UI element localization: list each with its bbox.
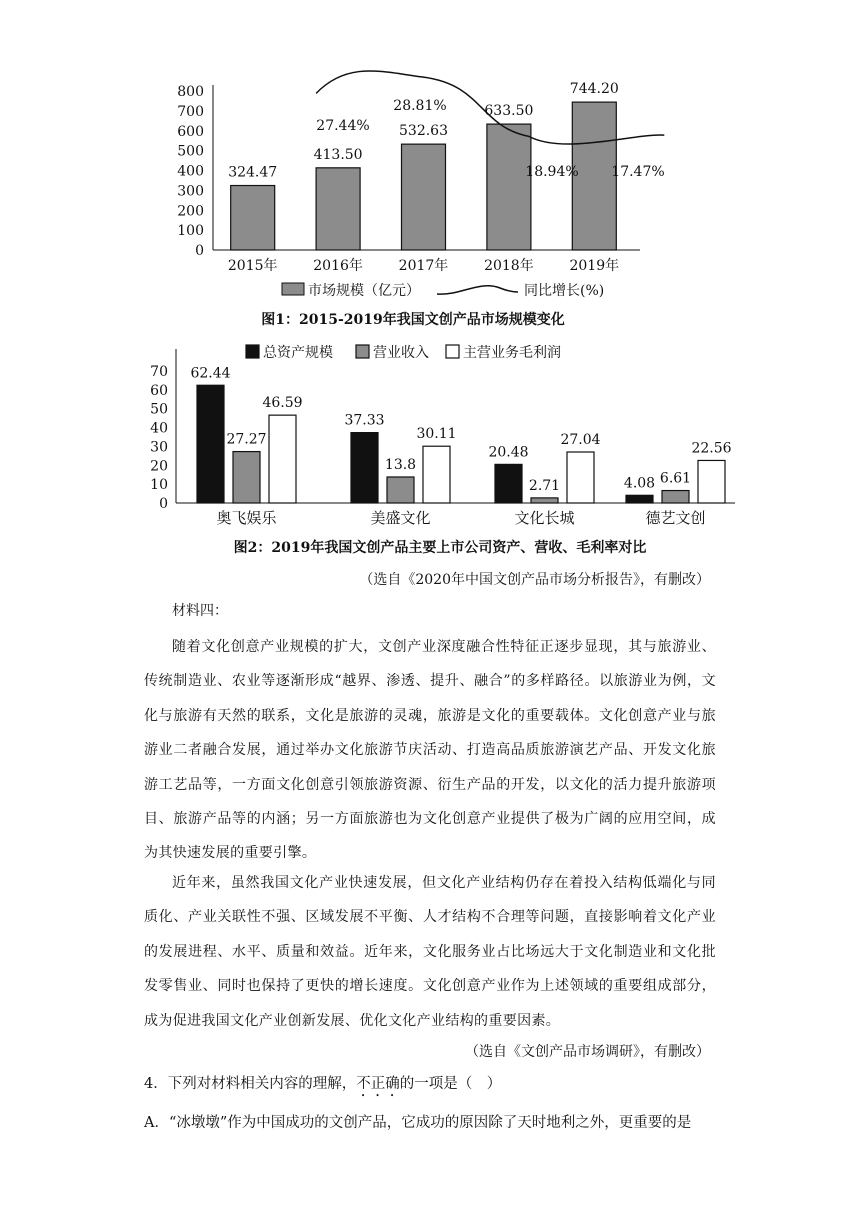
chart-1-legend-swatch-bar	[282, 283, 304, 295]
chart-2-bar	[495, 464, 522, 503]
chart-1-y-tick: 500	[177, 143, 204, 160]
chart-2-x-tick: 文化长城	[514, 509, 575, 527]
chart-2-bar-label: 46.59	[262, 395, 303, 412]
chart-2-legend-label: 主营业务毛利润	[463, 345, 561, 361]
material-heading: 材料四：	[172, 603, 228, 619]
chart-2-x-tick: 美盛文化	[370, 509, 431, 527]
chart-2-legend-swatch	[246, 345, 259, 358]
chart-2-legend-label: 总资产规模	[263, 345, 333, 361]
chart-2-title: 图2：2019年我国文创产品主要上市公司资产、营收、毛利率对比	[233, 540, 647, 556]
chart-2-y-tick: 20	[150, 458, 168, 475]
chart-1-growth-label: 27.44%	[316, 118, 370, 134]
paragraph-1: 随着文化创意产业规模的扩大，文创产业深度融合性特征正逐步显现，其与旅游业、传统制造业、农业等逐渐形成“越界、渗透、提升、融合”的多样路径。以旅游业为例，文化与旅游有天然的联系，文化是旅游的灵魂，旅游是文化的重要载体。文化创意产业与旅游业二者融合发展，通过举办文化旅游节庆活动、打造高品质旅游演艺产品、开发文化旅游工艺品等，一方面文化创意引领旅游资源、衍生产品的开发，以文化的活力提升旅游项目、旅游产品等的内涵；另一方面旅游也为文化创意产业提供了极为广阔的应用空间，成为其快速发展的重要引擎。	[144, 639, 716, 862]
question-emphasis: 不正确	[356, 1076, 400, 1092]
paragraph-2: 近年来，虽然我国文化产业快速发展，但文化产业结构仍存在着投入结构低端化与同质化、产业关联性不强、区域发展不平衡、人才结构不合理等问题，直接影响着文化产业的发展进程、水平、质量和效益。近年来，文化服务业占比场远大于文化制造业和文化批发零售业、同时也保持了更快的增长速度。文化创意产业作为上述领域的重要组成部分，成为促进我国文化产业创新发展、优化文化产业结构的重要因素。	[144, 875, 716, 1029]
chart-1-y-tick: 400	[177, 163, 204, 180]
chart-1-y-tick: 600	[177, 123, 204, 140]
chart-2-bar-label: 62.44	[190, 365, 231, 382]
chart-1-y-tick: 300	[177, 183, 204, 200]
chart-1-x-tick: 2018年	[484, 258, 534, 274]
chart-2-bar	[351, 433, 378, 503]
question-suffix: 的一项是（ ）	[399, 1076, 502, 1092]
chart-1-legend-label-line: 同比增长(%)	[524, 283, 605, 299]
chart-1-bar	[487, 124, 531, 250]
question-prefix: 4．下列对材料相关内容的理解，	[144, 1076, 357, 1092]
chart-2-legend-label: 营业收入	[373, 345, 429, 361]
chart-2-legend-swatch	[356, 345, 369, 358]
chart-2-bar-label: 20.48	[488, 444, 529, 461]
chart-2-bar-label: 4.08	[623, 475, 656, 492]
chart-1-bar-label: 744.20	[569, 81, 619, 98]
source-citation-1: （选自《2020年中国文创产品市场分析报告》，有删改）	[359, 572, 710, 588]
chart-2-y-tick: 50	[150, 401, 168, 418]
chart-2-bar-label: 30.11	[416, 426, 457, 443]
chart-2-bar	[662, 491, 689, 503]
chart-2-y-tick: 0	[159, 496, 168, 512]
chart-1-y-tick: 100	[177, 223, 204, 240]
question-4	[144, 1072, 501, 1100]
chart-2-bar	[698, 460, 725, 503]
chart-2-legend-swatch	[446, 345, 459, 358]
chart-1-bar-label: 324.47	[228, 164, 278, 181]
chart-2-bar-label: 27.04	[560, 432, 601, 449]
chart-1-bar	[231, 186, 275, 250]
chart-1-y-tick: 0	[195, 243, 204, 259]
chart-2-y-tick: 40	[150, 420, 168, 437]
chart-2-bar	[197, 385, 224, 503]
chart-2-bar-label: 13.8	[384, 456, 417, 473]
chart-2-y-tick: 10	[150, 477, 168, 494]
chart-2-bar-label: 2.71	[528, 477, 561, 494]
chart-1-x-tick: 2016年	[313, 258, 363, 274]
chart-1-bar	[402, 144, 446, 250]
chart-1-y-tick: 700	[177, 103, 204, 120]
chart-2-bar	[423, 446, 450, 503]
chart-2-x-tick: 德艺文创	[645, 509, 706, 527]
chart-1-growth-label: 17.47%	[611, 164, 665, 180]
chart-1-x-tick: 2019年	[569, 258, 620, 274]
chart-1-y-tick: 800	[177, 84, 204, 100]
chart-2-y-tick: 60	[150, 382, 168, 399]
chart-1-title: 图1：2015-2019年我国文创产品市场规模变化	[261, 312, 565, 328]
chart-2-bar	[567, 452, 594, 503]
option-a[interactable]: A．“冰墩墩”作为中国成功的文创产品，它成功的原因除了天时地利之外，更重要的是	[144, 1115, 692, 1131]
chart-2-y-tick: 30	[150, 439, 168, 456]
chart-1-y-tick: 200	[177, 203, 204, 220]
chart-1	[0, 0, 860, 340]
chart-2-bar-label: 27.27	[226, 431, 267, 448]
chart-2-x-tick: 奥飞娱乐	[216, 509, 277, 527]
chart-1-bar-label: 413.50	[313, 146, 363, 163]
chart-2-bar-label: 37.33	[344, 412, 385, 429]
chart-1-legend-swatch-line	[437, 286, 518, 294]
chart-1-growth-label: 28.81%	[393, 98, 447, 114]
chart-1-bar	[572, 102, 616, 250]
chart-1-bar-label: 633.50	[484, 103, 534, 120]
source-citation-2: （选自《文创产品市场调研》，有删改）	[465, 1044, 710, 1060]
chart-1-x-tick: 2015年	[227, 258, 278, 274]
chart-1-bar-label: 532.63	[399, 123, 448, 140]
chart-2-bar	[626, 495, 653, 503]
chart-2-bar-label: 22.56	[691, 440, 732, 457]
chart-2-bar	[531, 498, 558, 503]
chart-2-y-tick: 70	[150, 364, 168, 380]
chart-1-x-tick: 2017年	[398, 258, 449, 274]
chart-2-bar-label: 6.61	[659, 470, 692, 487]
chart-1-legend-label-bar: 市场规模（亿元）	[308, 283, 420, 299]
chart-1-growth-label: 18.94%	[525, 164, 579, 180]
chart-2-bar	[387, 477, 414, 503]
chart-2-bar	[233, 452, 260, 503]
chart-2-bar	[269, 415, 296, 503]
chart-1-bar	[316, 168, 360, 250]
chart-2	[0, 335, 860, 565]
